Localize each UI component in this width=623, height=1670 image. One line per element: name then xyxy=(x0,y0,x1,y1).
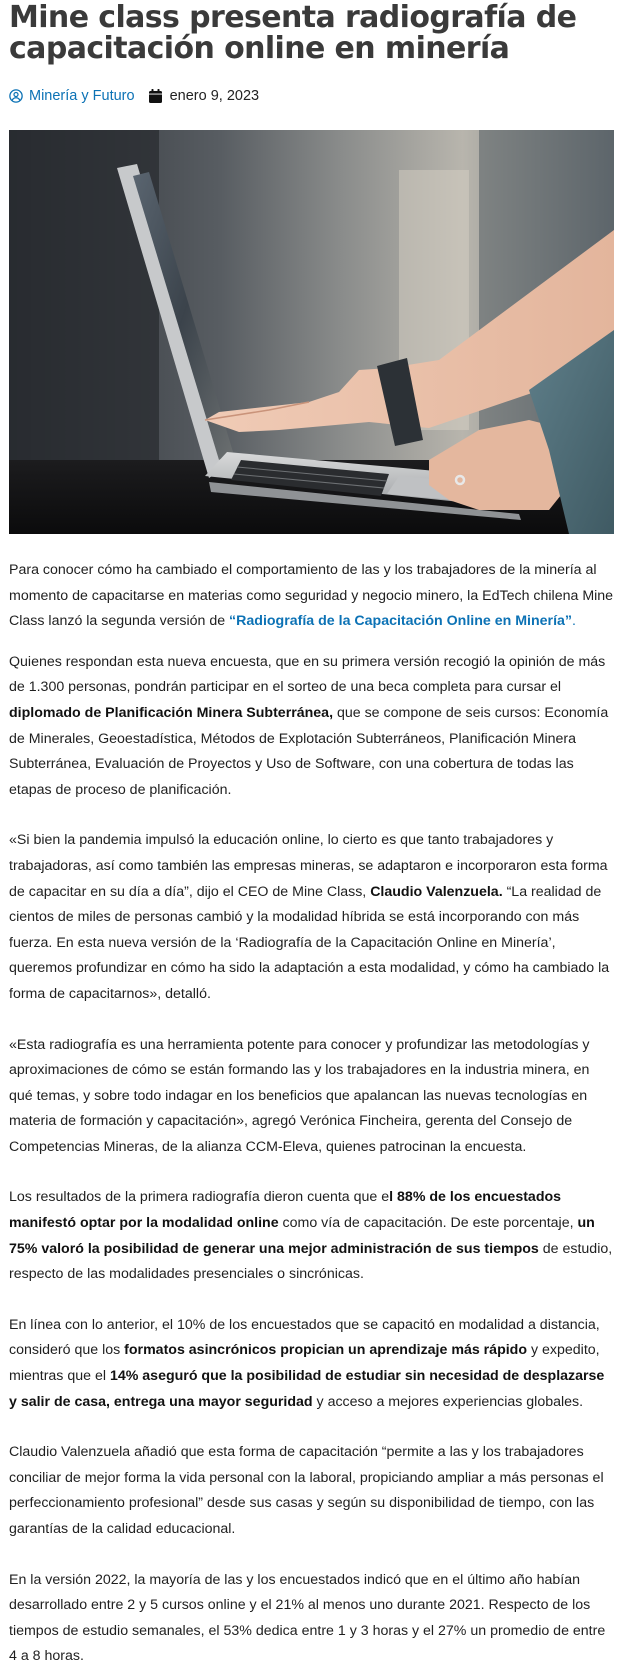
bold-async: formatos asincrónicos propician un aprendizaje más rápido xyxy=(124,1342,528,1359)
paragraph-2022: En la versión 2022, la mayoría de las y los encuestados indicó que en el último año habían desarrollado entre 2 y 5 cursos online y el 21% al menos uno durante 2021. Respecto de los tiempos de estudio semanales, el 53% dedica entre 1 y 3 horas y el 27% un promedio de entre 4 a 8 horas. xyxy=(9,1571,606,1665)
text-run: Los resultados de la primera radiografía dieron cuenta que e xyxy=(9,1189,390,1206)
text-run: y acceso a mejores experiencias globales. xyxy=(312,1393,584,1410)
paragraph-results xyxy=(9,1185,614,1287)
survey-link[interactable]: “Radiografía de la Capacitación Online en Minería” xyxy=(229,613,572,630)
featured-image xyxy=(9,130,614,534)
author-link[interactable] xyxy=(9,88,135,104)
date-text: enero 9, 2023 xyxy=(169,88,260,104)
text-run: Quienes respondan esta nueva encuesta, que en su primera versión recogió la opinión de más de 1.300 personas, pondrán participar en el sorteo de una beca completa para cursar el xyxy=(9,653,606,696)
post-meta xyxy=(9,83,614,109)
bold-ceo-name: Claudio Valenzuela. xyxy=(370,883,503,900)
text-run: En línea con lo anterior, el 10% de los encuestados que se capacitó en modalidad a distancia, consideró que los xyxy=(9,1316,600,1359)
paragraph-ccm-quote: «Esta radiografía es una herramienta potente para conocer y profundizar las metodologías y aproximaciones de cómo se están formando las y los trabajadores en la industria minera, en qué temas, y sobre todo indagar en los beneficios que apalancan las nuevas tecnologías en materia de formación y capacitación», agregó Verónica Fincheira, gerenta del Consejo de Competencias Mineras, de la alianza CCM-Eleva, quienes patrocinan la encuesta. xyxy=(9,1036,590,1155)
text-run: «Si bien la pandemia impulsó la educación online, lo cierto es que tanto trabajadores y trabajadoras, así como también las empresas mineras, se adaptaron e incorporaron esta forma de capacitar en su día a día”, dijo el CEO de Mine Class, xyxy=(9,832,608,900)
text-run: que se compone de seis cursos: Economía de Minerales, Geoestadística, Métodos de Explotación Subterráneos, Planificación Minera Subterránea, Evaluación de Proyectos y Uso de Software, con una cobertura de todas las etapas de proceso de planificación. xyxy=(9,704,609,798)
bold-stat-75: un 75% valoró la posibilidad de generar una mejor administración de sus tiempos xyxy=(9,1215,595,1257)
paragraph-survey xyxy=(9,650,614,804)
bold-diplomado: diplomado de Planificación Minera Subterránea, xyxy=(9,704,334,721)
paragraph-valenzuela: Claudio Valenzuela añadió que esta forma de capacitación “permite a las y los trabajadores conciliar de mejor forma la vida personal con la laboral, propiciando ampliar a más personas el perfeccionamiento profesional” desde sus casas y según su disponibilidad de tiempo, con las garantías de la calidad educacional. xyxy=(9,1444,604,1537)
text-run: de estudio, respecto de las modalidades presenciales o sincrónicas. xyxy=(9,1240,613,1283)
paragraph-intro-text: Para conocer cómo ha cambiado el comportamiento de las y los trabajadores de la minería al momento de capacitarse en materias como seguridad y negocio minero, la EdTech chilena Mine Class lanzó la segunda versión de xyxy=(9,562,614,630)
bold-stat-88: l 88% de los encuestados manifestó optar por la modalidad online xyxy=(9,1189,562,1232)
article-body xyxy=(9,558,614,1670)
paragraph-intro-end: . xyxy=(572,613,576,630)
calendar-icon xyxy=(149,89,162,103)
article-title: Mine class presenta radiografía de capacitación online en minería xyxy=(9,0,577,66)
post-date xyxy=(149,88,260,104)
text-run: y expedito, mientras que el xyxy=(9,1342,600,1385)
author-name: Minería y Futuro xyxy=(29,88,135,104)
bold-stat-14: 14% aseguró que la posibilidad de estudiar sin necesidad de desplazarse y salir de casa, entrega una mayor seguridad xyxy=(9,1368,605,1410)
paragraph-async xyxy=(9,1313,614,1415)
text-run: “La realidad de cientos de miles de personas cambió y la modalidad híbrida se está incorporando con más fuerza. En esta nueva versión de la ‘Radiografía de la Capacitación Online en Minería’, queremos profundizar en cómo ha sido la adaptación a esta modalidad, y cómo ha cambiado la forma de capacitarnos», detalló. xyxy=(9,883,610,1002)
paragraph-intro xyxy=(9,558,614,635)
user-circle-icon xyxy=(9,89,23,103)
paragraph-ceo-quote xyxy=(9,828,614,1007)
text-run: como vía de capacitación. De este porcentaje, xyxy=(278,1215,578,1232)
